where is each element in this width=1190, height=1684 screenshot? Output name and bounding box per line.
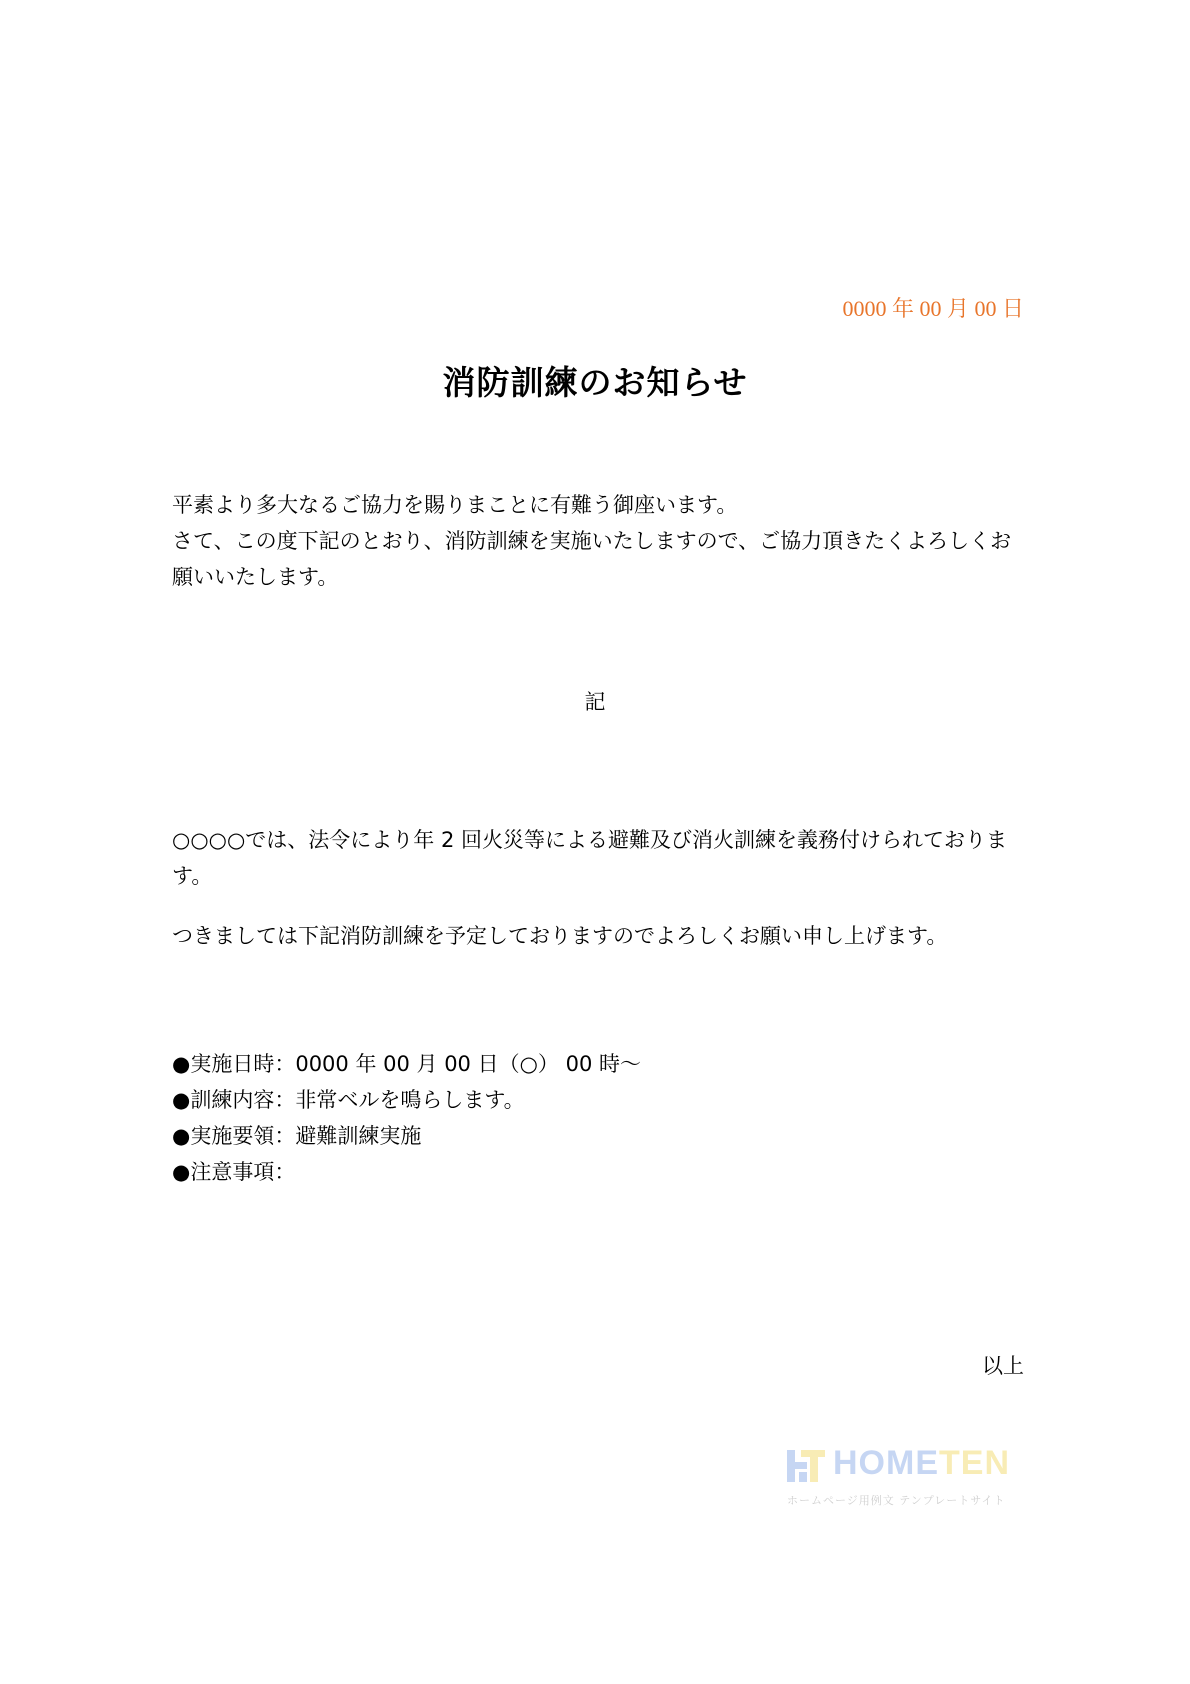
body-paragraph-1: ○○○○では、法令により年 2 回火災等による避難及び消火訓練を義務付けられております。 (172, 828, 1008, 888)
details-list (172, 1046, 1032, 1190)
detail-procedure-row (172, 1118, 1032, 1154)
document-date: 0000 年 00 月 00 日 (842, 296, 1024, 321)
closing-text: 以上 (982, 1354, 1024, 1378)
logo-home-text: HOME (833, 1444, 939, 1482)
ki-heading: 記 (584, 690, 606, 714)
hometen-logo (785, 1446, 1015, 1510)
detail-label: ●実施要領： (172, 1124, 296, 1148)
hometen-logo-text (833, 1444, 1010, 1483)
detail-label: ●注意事項： (172, 1160, 296, 1184)
detail-value: 0000 年 00 月 00 日（○） 00 時～ (295, 1052, 641, 1076)
detail-date-row (172, 1046, 1032, 1082)
detail-notes-row (172, 1154, 1032, 1190)
body-paragraph-2: つきましては下記消防訓練を予定しておりますのでよろしくお願い申し上げます。 (172, 924, 948, 948)
detail-value: 避難訓練実施 (295, 1124, 422, 1148)
detail-label: ●実施日時： (172, 1052, 296, 1076)
logo-ten-text: TEN (939, 1444, 1010, 1482)
hometen-logo-mark-icon (785, 1446, 827, 1486)
hometen-logo-tagline: ホームページ用例文 テンプレートサイト (787, 1494, 1006, 1507)
intro-line-2: さて、この度下記のとおり、消防訓練を実施いたしますので、ご協力頂きたくよろしくお願いいたします。 (172, 529, 1012, 589)
detail-content-row (172, 1082, 1032, 1118)
document-title: 消防訓練のお知らせ (442, 363, 748, 402)
intro-line-1: 平素より多大なるご協力を賜りまことに有難う御座います。 (172, 493, 738, 517)
detail-label: ●訓練内容： (172, 1088, 296, 1112)
detail-value: 非常ベルを鳴らします。 (295, 1088, 525, 1112)
intro-paragraph (172, 487, 1032, 595)
